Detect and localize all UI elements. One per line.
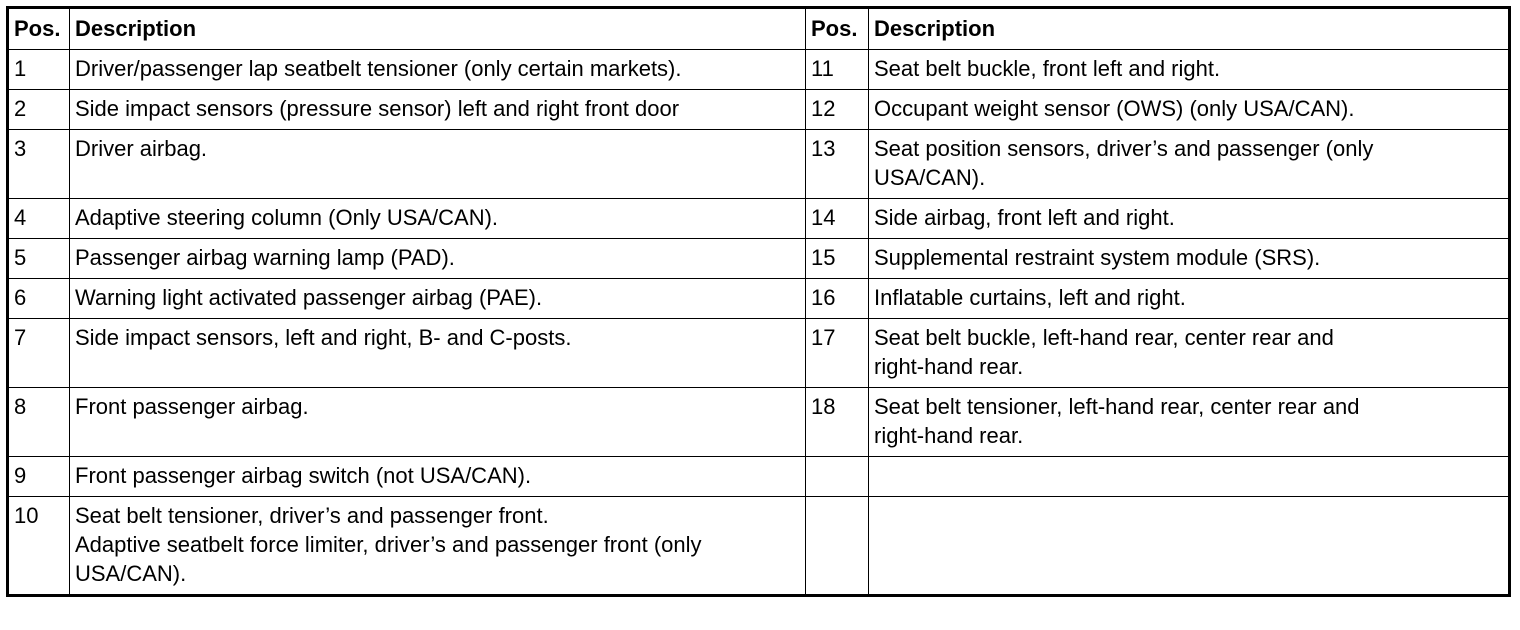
pos-cell-right: 16 [806,279,869,319]
table-row [8,50,1510,90]
table-row [8,239,1510,279]
pos-cell-left: 6 [8,279,70,319]
pos-cell-right: 17 [806,319,869,388]
description-cell-left [70,279,806,319]
pos-cell-left: 10 [8,497,70,596]
description-line: USA/CAN). [75,561,187,586]
description-cell-right [869,50,1510,90]
description-cell-left [70,90,806,130]
description-cell-left [70,388,806,457]
description-line: Seat belt tensioner, left-hand rear, center rear and [874,394,1360,419]
description-cell-left [70,239,806,279]
description-cell-right [869,319,1510,388]
pos-cell-right-empty [806,457,869,497]
component-table [6,6,1511,597]
header-pos-left: Pos. [8,8,70,50]
description-cell-left [70,457,806,497]
description-cell-right [869,279,1510,319]
pos-cell-right: 18 [806,388,869,457]
header-description-left: Description [70,8,806,50]
description-line: Side impact sensors (pressure sensor) left and right front door [75,96,680,121]
description-cell-left [70,319,806,388]
description-line: Inflatable curtains, left and right. [874,285,1186,310]
description-cell-right-empty [869,497,1510,596]
header-pos-right: Pos. [806,8,869,50]
table-body [8,50,1510,596]
table-row [8,90,1510,130]
table-row [8,388,1510,457]
table-row [8,279,1510,319]
description-line: Driver airbag. [75,136,208,161]
description-cell-left [70,199,806,239]
description-line: Driver/passenger lap seatbelt tensioner (only certain markets). [75,56,682,81]
description-cell-right-empty [869,457,1510,497]
description-line: Front passenger airbag. [75,394,309,419]
description-line: right-hand rear. [874,354,1024,379]
description-cell-right [869,130,1510,199]
pos-cell-left: 3 [8,130,70,199]
description-line: Seat belt buckle, left-hand rear, center rear and [874,325,1334,350]
pos-cell-right: 11 [806,50,869,90]
pos-cell-right: 15 [806,239,869,279]
description-cell-right [869,388,1510,457]
description-line: Passenger airbag warning lamp (PAD). [75,245,455,270]
description-line: Adaptive steering column (Only USA/CAN). [75,205,499,230]
pos-cell-right: 12 [806,90,869,130]
pos-cell-left: 1 [8,50,70,90]
pos-cell-left: 2 [8,90,70,130]
table-row [8,319,1510,388]
pos-cell-left: 9 [8,457,70,497]
description-cell-left [70,497,806,596]
pos-cell-right-empty [806,497,869,596]
table-row [8,497,1510,596]
description-line: Warning light activated passenger airbag (PAE). [75,285,543,310]
description-line: USA/CAN). [874,165,986,190]
description-cell-right [869,199,1510,239]
description-line: Adaptive seatbelt force limiter, driver’s and passenger front (only [75,532,702,557]
pos-cell-right: 13 [806,130,869,199]
header-description-right: Description [869,8,1510,50]
description-line: Seat position sensors, driver’s and passenger (only [874,136,1374,161]
pos-cell-right: 14 [806,199,869,239]
description-line: right-hand rear. [874,423,1024,448]
description-line: Occupant weight sensor (OWS) (only USA/CAN). [874,96,1355,121]
description-cell-left [70,130,806,199]
pos-cell-left: 7 [8,319,70,388]
pos-cell-left: 5 [8,239,70,279]
table-row [8,130,1510,199]
description-line: Seat belt tensioner, driver’s and passenger front. [75,503,549,528]
table-header-row [8,8,1510,50]
pos-cell-left: 8 [8,388,70,457]
table-row [8,199,1510,239]
description-cell-right [869,90,1510,130]
pos-cell-left: 4 [8,199,70,239]
table-row [8,457,1510,497]
description-line: Seat belt buckle, front left and right. [874,56,1221,81]
description-cell-right [869,239,1510,279]
description-cell-left [70,50,806,90]
description-line: Front passenger airbag switch (not USA/CAN). [75,463,532,488]
description-line: Side impact sensors, left and right, B- and C-posts. [75,325,572,350]
description-line: Side airbag, front left and right. [874,205,1175,230]
description-line: Supplemental restraint system module (SRS). [874,245,1321,270]
